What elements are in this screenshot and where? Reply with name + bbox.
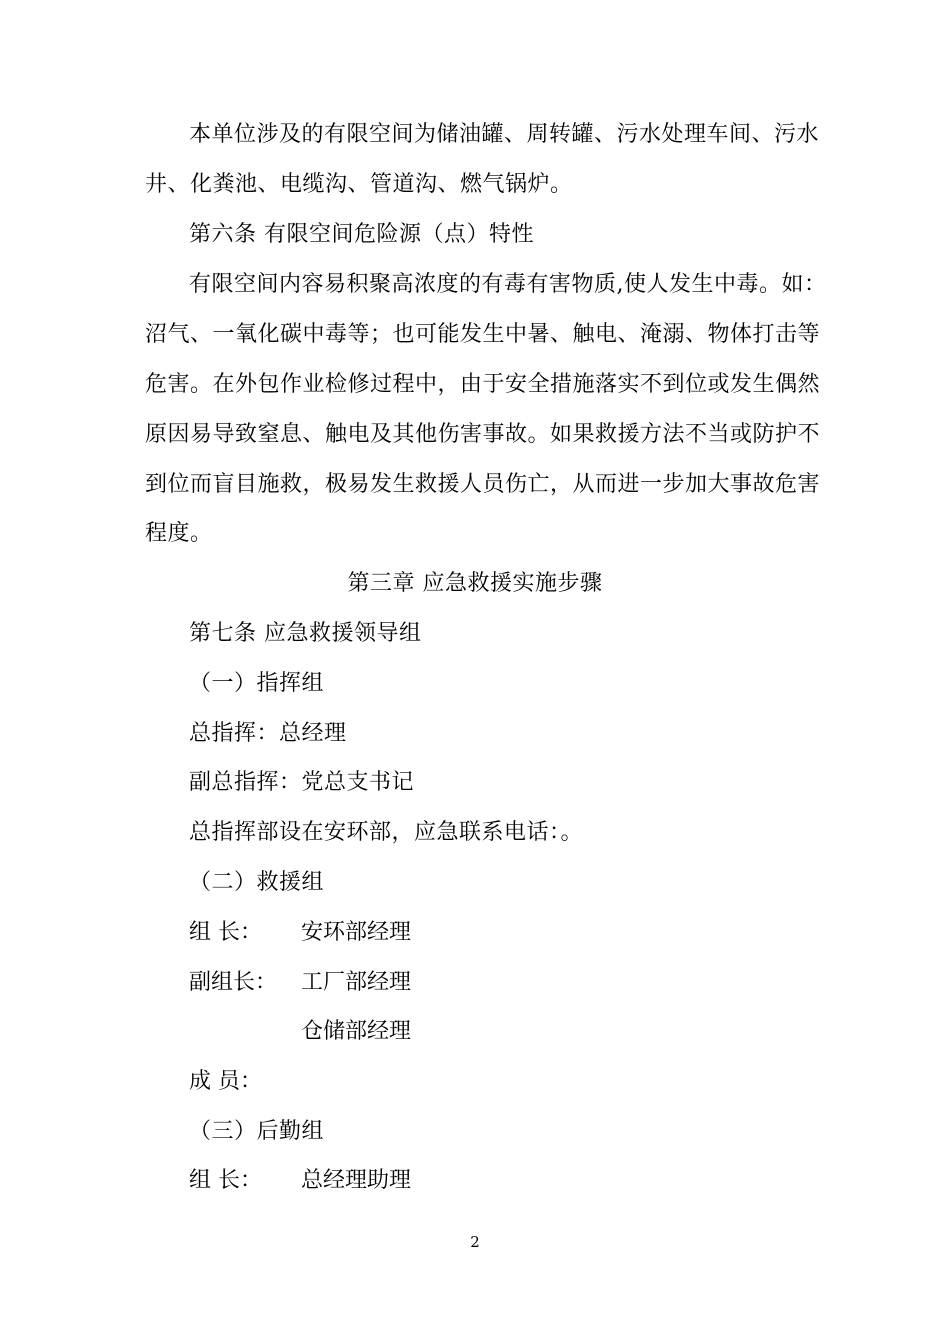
group-title: （一）指挥组: [189, 671, 325, 696]
members-label: 成 员：: [189, 1069, 262, 1094]
paragraph-line: 到位而盲目施救，极易发生救援人员伤亡，从而进一步加大事故危害: [145, 472, 821, 497]
paragraph-line: 本单位涉及的有限空间为储油罐、周转罐、污水处理车间、污水: [189, 122, 820, 147]
paragraph-line: 有限空间内容易积聚高浓度的有毒有害物质,使人发生中毒。如：: [189, 272, 827, 297]
deputy-leader-value: 仓储部经理: [301, 1019, 412, 1044]
paragraph-line: 沼气、一氧化碳中毒等；也可能发生中暑、触电、淹溺、物体打击等: [145, 322, 821, 347]
leader-label: 组 长：: [189, 920, 262, 945]
article-heading: 第七条 应急救援领导组: [189, 621, 422, 646]
leader-value: 总经理助理: [301, 1168, 412, 1193]
article-heading: 第六条 有限空间危险源（点）特性: [189, 222, 534, 247]
paragraph-line: 井、化粪池、电缆沟、管道沟、燃气锅炉。: [145, 172, 573, 197]
group-title: （三）后勤组: [189, 1119, 325, 1144]
paragraph-line: 程度。: [145, 521, 213, 546]
deputy-commander-line: 副总指挥：党总支书记: [189, 770, 415, 795]
deputy-leader-value: 工厂部经理: [301, 970, 412, 995]
chapter-heading: 第三章 应急救援实施步骤: [347, 571, 603, 596]
page-number: 2: [470, 1233, 480, 1251]
leader-value: 安环部经理: [301, 920, 412, 945]
headquarters-line: 总指挥部设在安环部，应急联系电话：。: [189, 820, 584, 845]
leader-label: 组 长：: [189, 1168, 262, 1193]
group-title: （二）救援组: [189, 870, 325, 895]
commander-line: 总指挥：总经理: [189, 721, 347, 746]
paragraph-line: 危害。在外包作业检修过程中，由于安全措施落实不到位或发生偶然: [145, 372, 821, 397]
paragraph-line: 原因易导致窒息、触电及其他伤害事故。如果救援方法不当或防护不: [145, 422, 821, 447]
deputy-leader-label: 副组长：: [189, 970, 278, 995]
